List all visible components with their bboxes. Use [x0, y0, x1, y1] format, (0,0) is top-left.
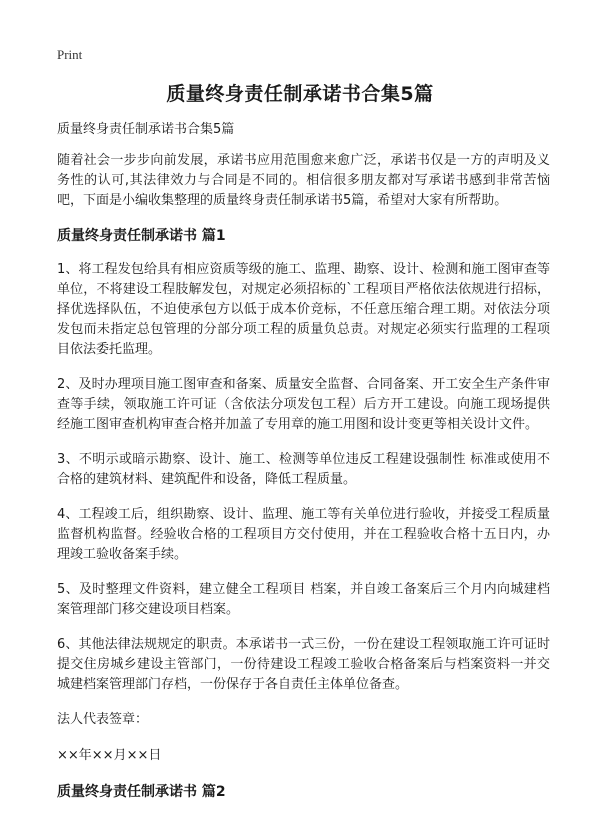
print-label[interactable]: Print — [57, 47, 83, 62]
page-title: 质量终身责任制承诺书合集5篇 — [166, 83, 434, 105]
clause-paragraph-2: 2、及时办理项目施工图审查和备案、质量安全监督、合同备案、开工安全生产条件审查等手续，领取施工许可证（含依法分项发包工程）后方开工建设。向施工现场提供经施工图审查机构审查合格并加盖了专用章的施工用图和设计变更等相关设计文件。 — [57, 377, 550, 432]
signature-label: 法人代表签章： — [57, 712, 149, 727]
clause-paragraph-5: 5、及时整理文件资料，建立健全工程项目 档案，并自竣工备案后三个月内向城建档案管理部门移交建设项目档案。 — [57, 582, 550, 617]
clause-paragraph-1: 1、将工程发包给具有相应资质等级的施工、监理、勘察、设计、检测和施工图审查等单位，不将建设工程肢解发包，对规定必须招标的`工程项目严格依法依规进行招标，择优选择队伍，不迫使承包方以低于成本价竞标，不任意压缩合理工期。对依法分项发包而未指定总包管理的分部分项工程的质量负总责。对规定必须实行监理的工程项目依法委托监理。 — [57, 262, 550, 357]
clause-paragraph-6: 6、其他法律法规规定的职责。本承诺书一式三份，一份在建设工程领取施工许可证时提交住房城乡建设主管部门，一份待建设工程竣工验收合格备案后与档案资料一并交城建档案管理部门存档，一份保存于各自责任主体单位备查。 — [57, 637, 550, 692]
date-line: ××年××月××日 — [57, 748, 162, 763]
document-subtitle: 质量终身责任制承诺书合集5篇 — [57, 122, 235, 137]
clause-paragraph-3: 3、不明示或暗示勘察、设计、施工、检测等单位违反工程建设强制性 标准或使用不合格的建筑材料、建筑配件和设备，降低工程质量。 — [57, 452, 550, 487]
intro-paragraph: 随着社会一步步向前发展，承诺书应用范围愈来愈广泛，承诺书仅是一方的声明及义务性的认可,其法律效力与合同是不同的。相信很多朋友都对写承诺书感到非常苦恼吧，下面是小编收集整理的质量终身责任制承诺书5篇，希望对大家有所帮助。 — [57, 153, 550, 208]
clause-paragraph-4: 4、工程竣工后，组织勘察、设计、监理、施工等有关单位进行验收，并接受工程质量监督机构监督。经验收合格的工程项目方交付使用，并在工程验收合格十五日内，办理竣工验收备案手续。 — [57, 507, 550, 562]
document-body — [57, 120, 550, 816]
section-heading-2: 质量终身责任制承诺书 篇2 — [57, 784, 226, 800]
section-heading-1: 质量终身责任制承诺书 篇1 — [57, 228, 226, 244]
